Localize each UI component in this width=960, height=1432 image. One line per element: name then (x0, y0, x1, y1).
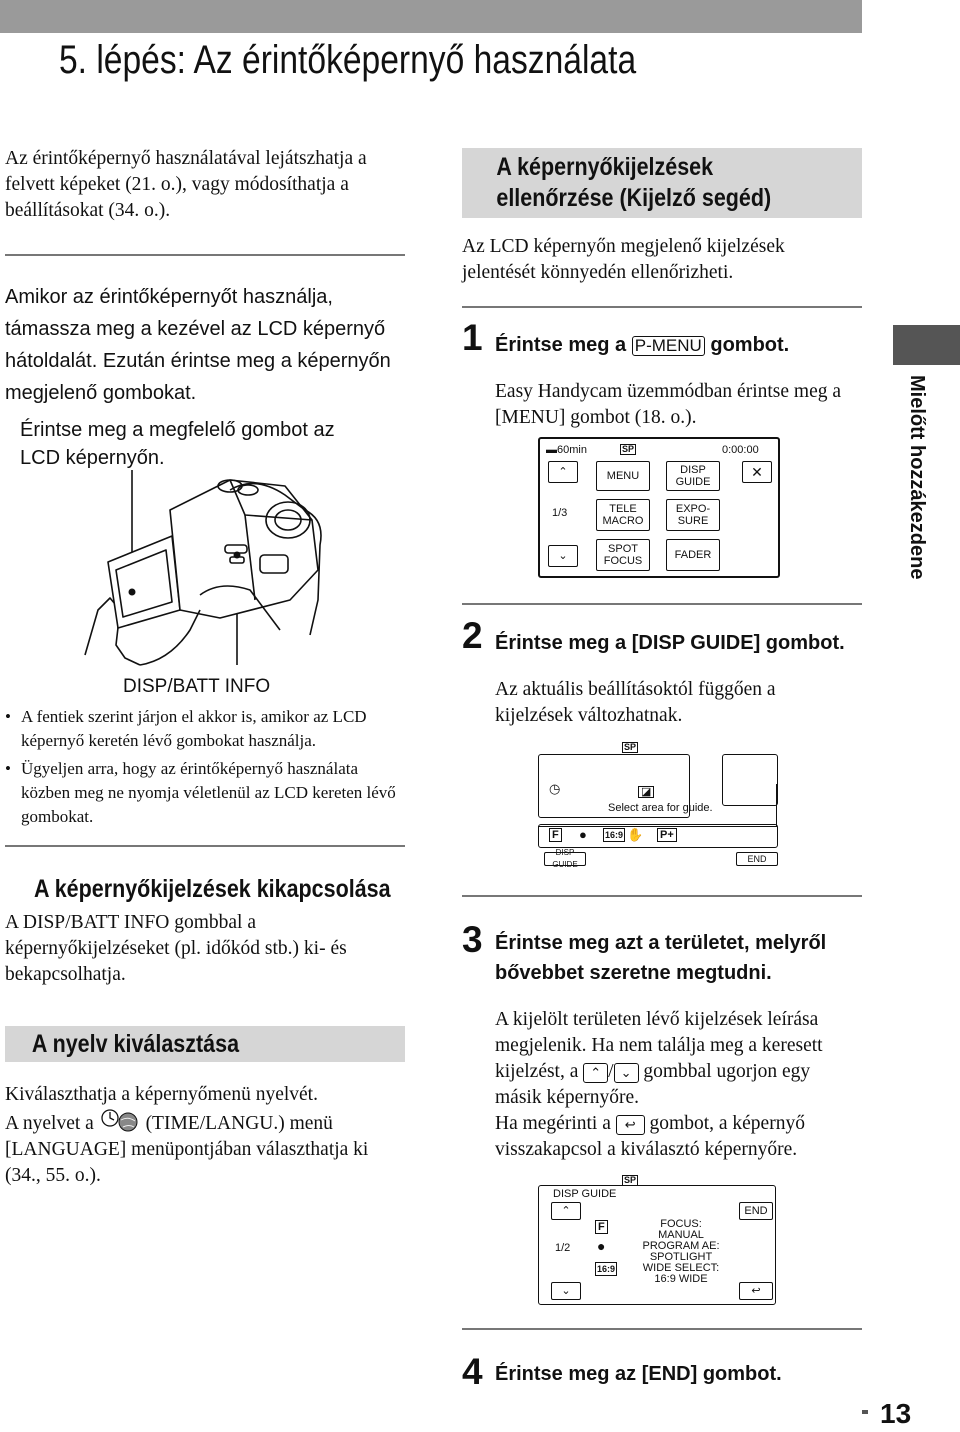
sp-indicator: SP (624, 742, 637, 752)
step-number: 2 (462, 615, 483, 656)
step-2-text: Érintse meg a [DISP GUIDE] gombot. (495, 632, 845, 654)
language-text-1: Kiválaszthatja a képernyőmenü nyelvét. (5, 1084, 318, 1105)
info-line: SPOTLIGHT (649, 1251, 713, 1263)
page-number: 13 (880, 1398, 912, 1429)
scroll-down-button[interactable] (551, 1282, 581, 1300)
return-icon: ↩ (616, 1115, 645, 1135)
bullet-dot: • (5, 759, 11, 778)
button-label: SURE (677, 515, 709, 527)
info-line: 16:9 WIDE (654, 1273, 708, 1285)
intro-paragraph: Az érintőképernyő használatával lejátszhatja a felvett képeket (21. o.), vagy módosíthatja a beállításokat (34. o.). (5, 148, 367, 221)
language-text-2a: A nyelvet a (5, 1113, 94, 1134)
return-icon: ↩ (751, 1285, 761, 1297)
p-menu-button-icon: P-MENU (632, 336, 705, 356)
guide-area-bottom[interactable] (538, 824, 778, 848)
step-1-text-b: gombot. (710, 334, 790, 356)
heading-line-2: ellenőrzése (Kijelző segéd) (496, 184, 772, 212)
scroll-up-button[interactable] (551, 1202, 581, 1220)
guide-panel (538, 1185, 776, 1305)
spot-focus-button[interactable] (596, 539, 650, 571)
separator: / (608, 1061, 614, 1082)
step-3-desc-1b: gombbal ugorjon egy másik képernyőre. (495, 1061, 811, 1108)
timer-icon: ◷ (549, 781, 561, 796)
step-number: 1 (462, 317, 483, 358)
focus-icon: F (549, 828, 562, 842)
section-heading-disp-guide (496, 152, 771, 214)
clock-globe-icon (99, 1108, 141, 1130)
page-indicator: 1/2 (555, 1242, 571, 1254)
tele-macro-button[interactable] (596, 499, 650, 531)
select-area-hint: Select area for guide. (608, 802, 713, 814)
step-4-text: Érintse meg az [END] gombot. (495, 1363, 782, 1385)
info-line: MANUAL (658, 1229, 704, 1241)
divider (462, 1328, 862, 1330)
exposure-button[interactable] (666, 499, 720, 531)
lcd-screen-menu (538, 437, 780, 578)
steadyshot-icon: ✋ (627, 827, 644, 842)
step-3-desc-1a: A kijelölt területen lévő kijelzések leírása megjelenik. Ha nem találja meg a keresett kijelzést, a (495, 1009, 823, 1082)
step-3-desc-2b: gombot, a képernyő visszakapcsol a kiválasztó képernyőre. (495, 1113, 805, 1160)
bullet-item (5, 757, 400, 829)
scroll-up-icon: ⌃ (558, 466, 568, 478)
wide-select-icon: 16:9 (605, 830, 624, 840)
info-text (631, 1219, 731, 1285)
sp-indicator: SP (622, 444, 635, 454)
button-label: TELE (609, 503, 637, 515)
section-heading-language: A nyelv kiválasztása (31, 1030, 240, 1058)
guide-area-middle[interactable] (538, 784, 777, 827)
info-line: FOCUS: (660, 1218, 702, 1230)
divider (462, 603, 862, 605)
sp-indicator: SP (624, 1175, 637, 1185)
end-button[interactable]: END (739, 1202, 773, 1220)
display-off-text: A DISP/BATT INFO gombbal a képernyőkijelzéseket (pl. időkód stb.) ki- és bekapcsolhatja. (5, 912, 347, 985)
step-number: 4 (462, 1351, 483, 1392)
step-3-desc (495, 1007, 860, 1163)
step-3-text: Érintse meg azt a területet, melyről bővebbet szeretne megtudni. (495, 932, 827, 984)
page-title: 5. lépés: Az érintőképernyő használata (58, 38, 637, 82)
battery-remaining: 60min (557, 444, 587, 456)
menu-button[interactable]: MENU (596, 461, 650, 491)
step-1-text-a: Érintse meg a (495, 334, 627, 356)
disp-guide-intro: Az LCD képernyőn megjelenő kijelzések jelentését könnyedén ellenőrizheti. (462, 236, 785, 283)
program-ae-icon: ● (597, 1238, 606, 1254)
button-label: MACRO (602, 515, 644, 527)
disp-guide-button[interactable]: DISP GUIDE (544, 852, 586, 866)
step-number: 3 (462, 919, 483, 960)
button-label: FOCUS (603, 555, 643, 567)
divider (5, 845, 405, 847)
scroll-down-button[interactable] (548, 545, 578, 567)
camcorder-illustration (80, 460, 340, 690)
instruction-text: Amikor az érintőképernyőt használja, támassza meg a kezével az LCD képernyő hátoldalát. Ezután érintse meg a képernyőn megjelenő gombokat. (5, 286, 391, 404)
bullet-text: Ügyeljen arra, hogy az érintőképernyő használata közben meg ne nyomja véletlenül az LCD kereten lévő gombokat. (21, 759, 396, 826)
divider (462, 306, 862, 308)
callout-text: Érintse meg a megfelelő gombot az LCD képernyőn. (20, 419, 335, 469)
step-3-desc-2a: Ha megérinti a (495, 1113, 611, 1134)
scroll-up-icon: ⌃ (561, 1205, 571, 1217)
close-icon: ✕ (751, 464, 763, 480)
focus-icon: F (595, 1220, 608, 1234)
scroll-up-icon: ⌃ (583, 1063, 608, 1083)
info-line: WIDE SELECT: (642, 1262, 720, 1274)
button-label: GUIDE (675, 476, 711, 488)
page-indicator: 1/3 (552, 507, 568, 519)
button-label: DISP (680, 464, 706, 476)
section-heading-display-off: A képernyőkijelzések kikapcsolása (34, 875, 391, 903)
step-2-desc: Az aktuális beállításoktól függően a kijelzések változhatnak. (495, 679, 776, 726)
bullet-item (5, 705, 400, 753)
picture-effect-icon: P+ (657, 828, 677, 842)
side-tab-marker (893, 325, 960, 365)
end-button[interactable]: END (736, 852, 778, 866)
button-label: EXPO- (675, 503, 711, 515)
scroll-down-icon: ⌄ (558, 550, 568, 562)
bullet-text: A fentiek szerint járjon el akkor is, amikor az LCD képernyő keretén lévő gombokat használja. (21, 707, 367, 750)
lcd-screen-disp-guide (538, 1173, 778, 1305)
lcd-screen-select-area (538, 740, 778, 868)
info-line: PROGRAM AE: (642, 1240, 720, 1252)
backlight-icon: ◪ (638, 786, 654, 798)
page-marker (862, 1410, 868, 1414)
return-button[interactable] (739, 1282, 773, 1300)
scroll-down-icon: ⌄ (614, 1063, 639, 1083)
language-text-2b: (TIME/LANGU.) menü [LANGUAGE] menüpontjában választhatja ki (34., 55. o.). (5, 1113, 369, 1186)
bullet-dot: • (5, 707, 11, 726)
disp-guide-button[interactable] (666, 461, 720, 491)
header-bar (0, 0, 862, 33)
close-button[interactable] (742, 461, 772, 483)
timecode: 0:00:00 (722, 444, 759, 456)
side-tab-label: Mielőtt hozzákezdene (906, 375, 928, 580)
divider (5, 254, 405, 256)
disp-batt-label: DISP/BATT INFO (123, 676, 271, 697)
bullet-list (5, 705, 400, 829)
step-1-text (495, 330, 789, 360)
fader-button[interactable]: FADER (666, 539, 720, 571)
program-ae-icon: ● (579, 827, 587, 842)
step-1-desc: Easy Handycam üzemmódban érintse meg a [MENU] gombot (18. o.). (495, 381, 842, 428)
language-text-2 (5, 1108, 395, 1189)
divider (462, 895, 862, 897)
wide-select-icon: 16:9 (597, 1264, 616, 1274)
button-label: SPOT (608, 543, 638, 555)
scroll-up-button[interactable] (548, 461, 578, 483)
heading-line-1: A képernyőkijelzések (496, 153, 714, 181)
battery-indicator: ▬60min (546, 444, 587, 456)
disp-guide-title: DISP GUIDE (553, 1188, 617, 1200)
scroll-down-icon: ⌄ (561, 1285, 571, 1297)
